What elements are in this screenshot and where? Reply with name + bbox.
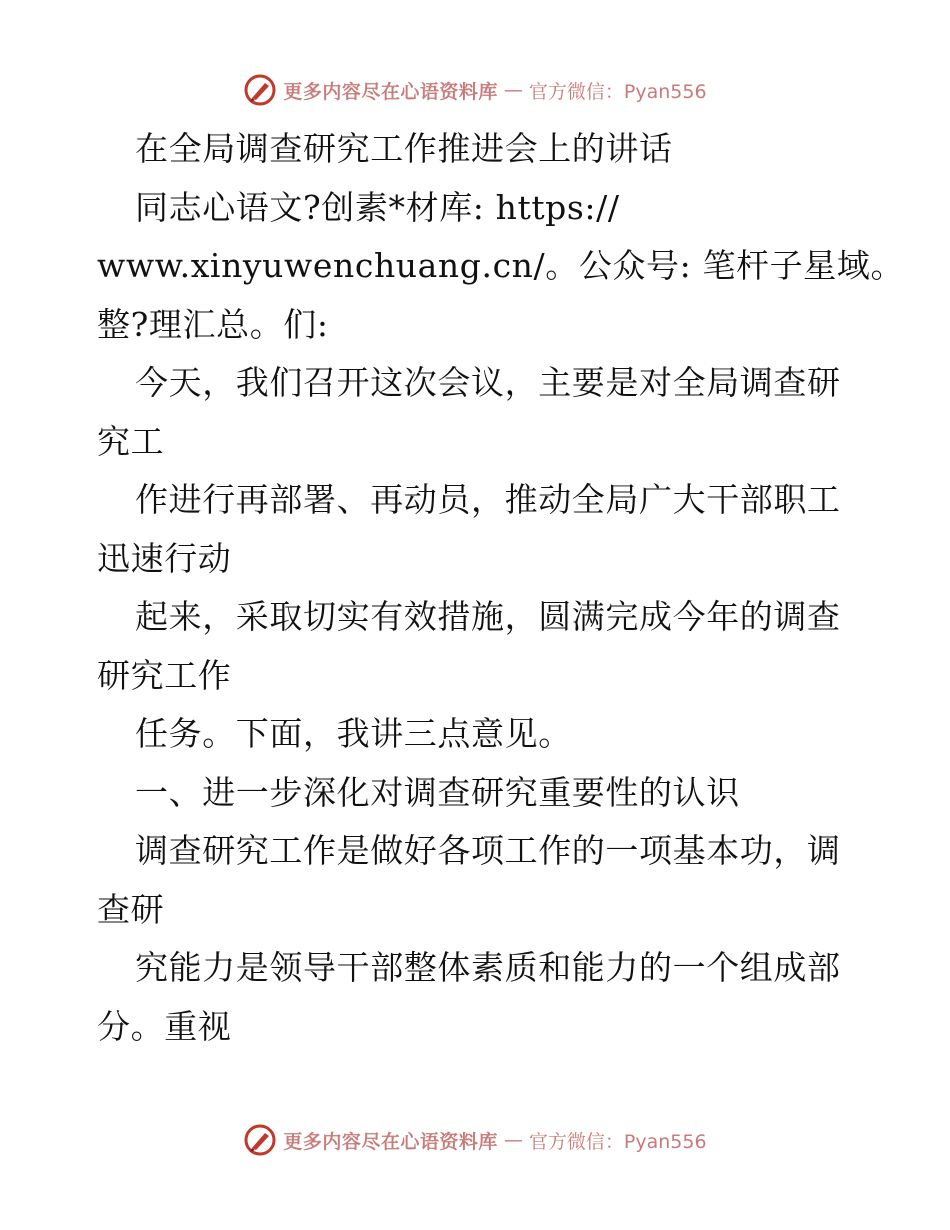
paragraph-line: 同志心语文?创素*材库: https:// [135, 187, 620, 227]
paragraph-line: 研究工作 [97, 655, 232, 695]
paragraph-line: 查研 [97, 889, 165, 929]
header-banner-wechat: 官方微信：Pyan556 [528, 80, 707, 103]
paragraph-line: 今天，我们召开这次会议，主要是对全局调查研 [135, 363, 841, 402]
footer-banner-text: 更多内容尽在心语资料库 [283, 1130, 498, 1153]
document-title: 在全局调查研究工作推进会上的讲话 [135, 129, 673, 168]
paragraph-line: 迅速行动 [97, 538, 232, 578]
footer-banner-wechat: 官方微信：Pyan556 [528, 1130, 707, 1153]
paragraph-line: 任务。下面，我讲三点意见。 [135, 714, 572, 753]
pen-logo-icon [243, 1123, 277, 1157]
section-heading: 一、进一步深化对调查研究重要性的认识 [135, 772, 740, 812]
paragraph-line: 整?理汇总。们: [97, 304, 329, 344]
paragraph-line: 分。重视 [97, 1006, 232, 1046]
pen-logo-icon [243, 73, 277, 107]
paragraph-line: 究工 [97, 421, 165, 461]
paragraph-line: 起来，采取切实有效措施，圆满完成今年的调查 [135, 597, 841, 636]
header-banner [0, 68, 950, 112]
paragraph-line: 调查研究工作是做好各项工作的一项基本功，调 [135, 831, 841, 870]
footer-banner-dash: — [503, 1129, 523, 1151]
document-body [97, 120, 905, 1056]
paragraph-line: www.xinyuwenchuang.cn/。公众号: 笔杆子星域。 [97, 246, 905, 285]
paragraph-line: 究能力是领导干部整体素质和能力的一个组成部 [135, 948, 841, 987]
header-banner-dash: — [503, 79, 523, 101]
footer-banner [0, 1118, 950, 1162]
header-banner-text: 更多内容尽在心语资料库 [283, 80, 498, 103]
paragraph-line: 作进行再部署、再动员，推动全局广大干部职工 [135, 480, 841, 519]
